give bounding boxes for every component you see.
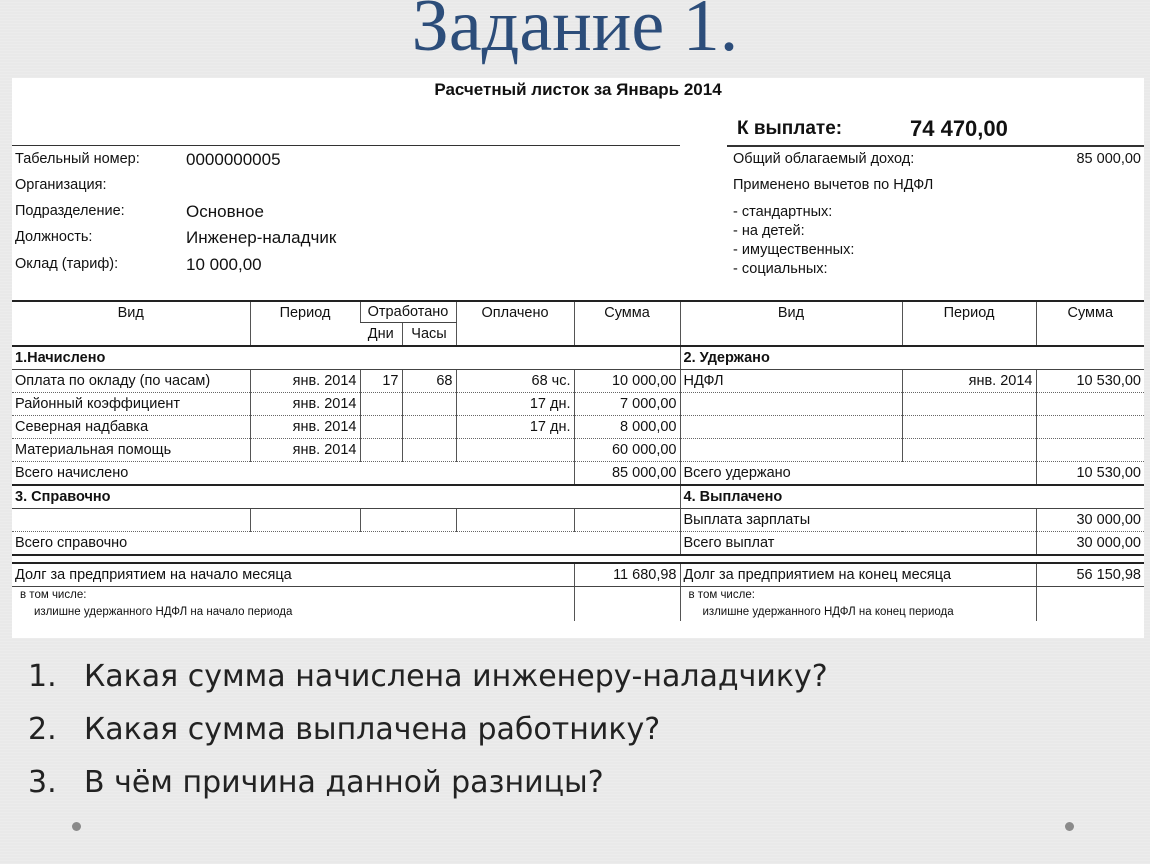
accrued-period: янв. 2014 <box>250 416 360 439</box>
question-number: 1. <box>28 659 57 694</box>
accrued-days <box>360 439 402 462</box>
accrued-period: янв. 2014 <box>250 370 360 393</box>
accrued-kind: Оплата по окладу (по часам) <box>12 370 250 393</box>
position-value: Инженер-наладчик <box>186 228 337 247</box>
section-reference: 3. Справочно <box>12 485 680 509</box>
accrued-paid: 68 чс. <box>456 370 574 393</box>
accrued-total-value: 85 000,00 <box>574 462 680 486</box>
debt-end-value: 56 150,98 <box>1036 563 1144 587</box>
withheld-total-value: 10 530,00 <box>1036 462 1144 486</box>
including-right: в том числе: <box>680 587 1036 604</box>
accrued-hours <box>402 439 456 462</box>
deduction-standard: - стандартных: <box>733 204 833 220</box>
org-label: Организация: <box>15 177 107 193</box>
paid-out-total-value: 30 000,00 <box>1036 532 1144 556</box>
debt-note-row <box>12 587 1144 604</box>
empty-cell <box>680 439 902 462</box>
empty-cell <box>250 509 360 532</box>
debt-start-value: 11 680,98 <box>574 563 680 587</box>
accrued-paid: 17 дн. <box>456 416 574 439</box>
header-hours: Часы <box>402 323 456 347</box>
accrued-hours <box>402 393 456 416</box>
empty-cell <box>456 509 574 532</box>
reference-total-label: Всего справочно <box>12 532 680 556</box>
empty-cell <box>360 509 456 532</box>
position-label: Должность: <box>15 229 93 245</box>
withheld-period: янв. 2014 <box>902 370 1036 393</box>
header-days: Дни <box>360 323 402 347</box>
section-accrued: 1.Начислено <box>12 346 680 370</box>
division-label: Подразделение: <box>15 203 125 219</box>
debt-end-label: Долг за предприятием на конец месяца <box>680 563 1036 587</box>
section-row <box>12 485 1144 509</box>
empty-cell <box>902 439 1036 462</box>
empty-cell <box>1036 416 1144 439</box>
to-pay-value: 74 470,00 <box>910 116 1008 141</box>
empty-cell <box>1036 393 1144 416</box>
empty-cell <box>1036 587 1144 604</box>
accrued-total-label: Всего начислено <box>12 462 574 486</box>
question-text: Какая сумма начислена инженеру-наладчику? <box>84 659 828 694</box>
accrued-sum: 8 000,00 <box>574 416 680 439</box>
slide-title: Задание 1. <box>411 0 739 67</box>
spacer-row <box>12 555 1144 563</box>
header-sum: Сумма <box>574 301 680 346</box>
deduction-social: - социальных: <box>733 261 828 277</box>
section-paid-out: 4. Выплачено <box>680 485 1144 509</box>
empty-cell <box>1036 603 1144 621</box>
tab-number-value: 0000000005 <box>186 150 281 169</box>
withheld-total-label: Всего удержано <box>680 462 1036 486</box>
table-header-row <box>12 301 1144 323</box>
accrued-paid <box>456 439 574 462</box>
payslip-title: Расчетный листок за Январь 2014 <box>434 80 722 99</box>
total-row <box>12 532 1144 556</box>
debt-note-row <box>12 603 1144 621</box>
taxable-income-label: Общий облагаемый доход: <box>733 151 915 167</box>
table-row <box>12 370 1144 393</box>
header-paid: Оплачено <box>456 301 574 346</box>
question-text: Какая сумма выплачена работнику? <box>84 712 661 747</box>
payslip-image <box>12 78 1144 638</box>
accrued-kind: Районный коэффициент <box>12 393 250 416</box>
table-row <box>12 393 1144 416</box>
paid-out-kind: Выплата зарплаты <box>680 509 1036 532</box>
question-number: 3. <box>28 765 57 800</box>
empty-cell <box>902 393 1036 416</box>
salary-value: 10 000,00 <box>186 255 262 274</box>
empty-cell <box>680 416 902 439</box>
section-row <box>12 346 1144 370</box>
accrued-sum: 60 000,00 <box>574 439 680 462</box>
deduction-property: - имущественных: <box>733 242 855 258</box>
including-left: в том числе: <box>20 589 87 601</box>
decorative-dot <box>1065 822 1074 831</box>
divider-line <box>12 145 680 146</box>
divider-line <box>727 145 1144 147</box>
table-row <box>12 416 1144 439</box>
paid-out-sum: 30 000,00 <box>1036 509 1144 532</box>
header-period: Период <box>250 301 360 346</box>
header-right-sum: Сумма <box>1036 301 1144 346</box>
empty-cell <box>902 416 1036 439</box>
question-text: В чём причина данной разницы? <box>84 765 604 800</box>
question-item <box>28 756 828 809</box>
start-note: излишне удержанного НДФЛ на начало периода <box>34 606 293 618</box>
header-kind: Вид <box>12 301 250 346</box>
total-row <box>12 462 1144 486</box>
division-value: Основное <box>186 202 264 221</box>
accrued-kind: Северная надбавка <box>12 416 250 439</box>
salary-label: Оклад (тариф): <box>15 256 119 272</box>
payslip-table <box>12 300 1144 621</box>
decorative-dot <box>72 822 81 831</box>
accrued-sum: 7 000,00 <box>574 393 680 416</box>
question-number: 2. <box>28 712 57 747</box>
empty-cell <box>680 393 902 416</box>
table-row <box>12 509 1144 532</box>
tab-number-label: Табельный номер: <box>15 151 140 167</box>
to-pay-label: К выплате: <box>737 118 843 139</box>
empty-cell <box>574 603 680 621</box>
accrued-kind: Материальная помощь <box>12 439 250 462</box>
section-withheld: 2. Удержано <box>680 346 1144 370</box>
question-list <box>28 650 828 809</box>
accrued-days: 17 <box>360 370 402 393</box>
header-right-kind: Вид <box>680 301 902 346</box>
question-item <box>28 703 828 756</box>
accrued-hours: 68 <box>402 370 456 393</box>
accrued-days <box>360 416 402 439</box>
end-note: излишне удержанного НДФЛ на конец периода <box>680 603 1036 621</box>
accrued-sum: 10 000,00 <box>574 370 680 393</box>
accrued-paid: 17 дн. <box>456 393 574 416</box>
empty-cell <box>1036 439 1144 462</box>
paid-out-total-label: Всего выплат <box>680 532 1036 556</box>
accrued-period: янв. 2014 <box>250 393 360 416</box>
empty-cell <box>574 509 680 532</box>
empty-cell <box>574 587 680 604</box>
accrued-hours <box>402 416 456 439</box>
withheld-kind: НДФЛ <box>680 370 902 393</box>
withheld-sum: 10 530,00 <box>1036 370 1144 393</box>
question-item <box>28 650 828 703</box>
taxable-income-value: 85 000,00 <box>1076 151 1141 167</box>
spacer-cell <box>12 555 1144 563</box>
debt-start-label: Долг за предприятием на начало месяца <box>12 563 574 587</box>
header-worked: Отработано <box>360 301 456 323</box>
accrued-period: янв. 2014 <box>250 439 360 462</box>
deductions-label: Применено вычетов по НДФЛ <box>733 177 934 193</box>
table-row <box>12 439 1144 462</box>
accrued-days <box>360 393 402 416</box>
debt-row <box>12 563 1144 587</box>
empty-cell <box>12 509 250 532</box>
deduction-children: - на детей: <box>733 223 805 239</box>
header-right-period: Период <box>902 301 1036 346</box>
